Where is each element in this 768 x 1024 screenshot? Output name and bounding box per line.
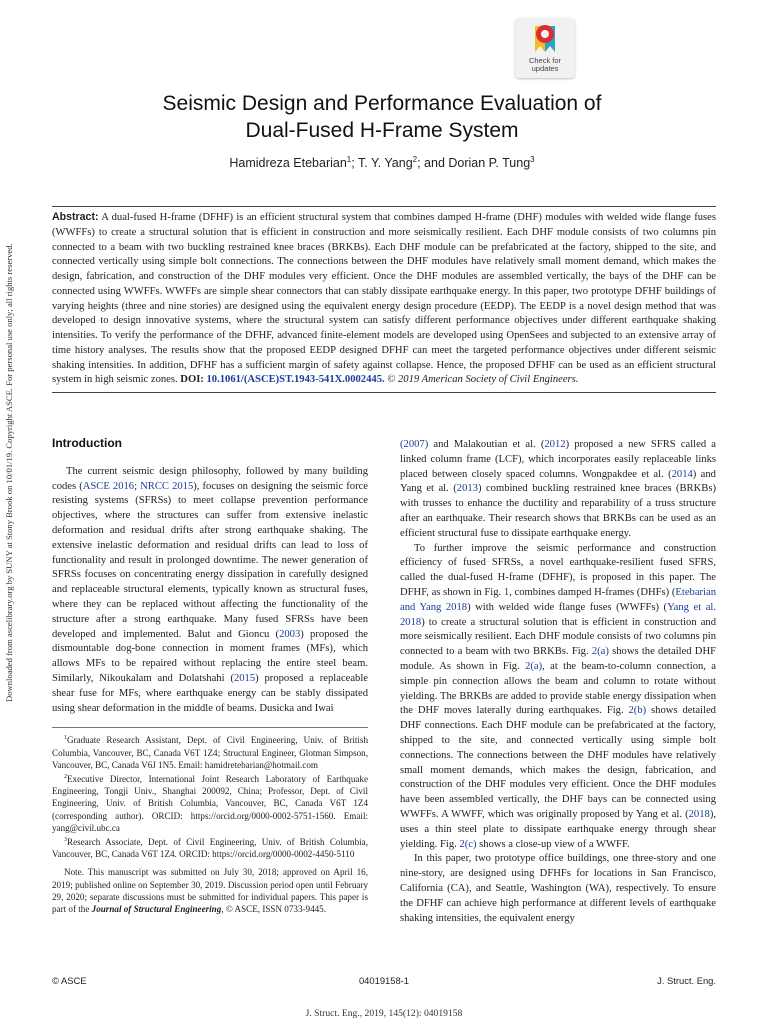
citation-link[interactable]: 2014 xyxy=(671,468,693,480)
download-notice: Downloaded from ascelibrary.org by SUNY at Stony Brook on 10/01/19. Copyright ASCE. For personal use only; all rights reserved. xyxy=(4,243,14,702)
author-1: Hamidreza Etebarian xyxy=(229,156,347,171)
text: ) and Yang et al. ( xyxy=(400,468,716,495)
section-heading-introduction: Introduction xyxy=(52,436,122,450)
bottom-citation: J. Struct. Eng., 2019, 145(12): 04019158 xyxy=(305,1008,463,1019)
left-column xyxy=(52,436,368,915)
citation-link[interactable]: 2015 xyxy=(233,672,256,684)
text: ), focuses on designing the seismic force resisting systems (SFRSs) to meet collapse prevention performance objectives, where the structures can suffer from extensive inelastic deformation and residual drifts after strong earthquake shaking. The extensive inelastic deformation and residual drifts can lead to loss of functionality and result in prolonged downtime. The newer generation of SFRSs focuses on concentrating energy dissipation in carefully designed and replaceable structural elements, typically known as structural fuses, where they can be replaced without affecting the functionality of the structure after a strong earthquake. Many fused SFRSs have been developed and implemented. Balut and Gioncu ( xyxy=(52,480,369,640)
intro-paragraph-1 xyxy=(52,465,368,717)
text: shows the detailed DHF module. As shown in Fig. xyxy=(400,646,717,672)
citation-link[interactable]: 2013 xyxy=(456,483,478,495)
intro-paragraph-2 xyxy=(400,542,716,853)
figure-link[interactable]: 2(b) xyxy=(628,705,647,717)
right-column xyxy=(400,438,716,926)
text: The current seismic design philosophy, followed by many building codes ( xyxy=(52,465,368,492)
intro-paragraph-continued xyxy=(400,438,716,542)
footnote-text: Executive Director, International Joint Research Laboratory of Earthquake Engineering, Tongji Univ., Shanghai 200092, China; Professor, Dept. of Civil Engineering, Univ. of British Columbia, Vancouver, BC, Canada V6T 1Z4 (corresponding author). ORCID: https://orcid.org/0000-0002-5751-1560. Email: yang@civil.ubc.ca xyxy=(52,774,368,833)
note-text: Note. This manuscript was submitted on July 30, 2018; approved on April 16, 2019; published online on September 30, 2019. Discussion period open until February 29, 2020; separate discussions must be submitted for individual papers. This paper is part of the xyxy=(52,867,368,915)
page-footer xyxy=(52,975,716,989)
badge-line1: Check for xyxy=(528,56,562,65)
text: ), uses a thin steel plate to dissipate earthquake energy through shear yielding. Fig. xyxy=(400,808,716,850)
citation-link[interactable]: ASCE 2016 xyxy=(82,480,135,492)
footnote-marker: 2 xyxy=(64,773,67,780)
badge-line2: updates xyxy=(531,64,559,73)
figure-link[interactable]: 1 xyxy=(503,586,510,598)
footnote-1 xyxy=(52,732,368,771)
footnote-text: Graduate Research Assistant, Dept. of Civil Engineering, Univ. of British Columbia, Vancouver, BC, Canada V6T 1Z4; Structural Engineer, Glotman Simpson, Vancouver, BC, Canada V6J 1N5. Email: hamidretebarian@hotmail.com xyxy=(52,735,368,770)
author-3: ; and Dorian P. Tung xyxy=(417,156,531,171)
citation-link[interactable]: 2003 xyxy=(279,628,301,640)
abstract-body: A dual-fused H-frame (DFHF) is an efficient structural system that combines damped H-frame (DHF) modules with welded wide flange fuses (WWFFs) to create a structural solution that is efficient in construction and more seismically resilient. Each DHF module consists of two columns pin connected to a beam with two buckling restrained knee braces (BRKBs). Each DHF module can be prefabricated at the factory, shipped to the site, and connected vertically using simple bolt connections. The connections between the DHF modules have relatively small moment demand, which makes the design, fabrication, and construction of the DHF modules very efficient. Once the DHF modules are assembled vertically, the bays of the DHF can be connected using WWFFs. WWFFs are simple shear connectors that can stably dissipate earthquake energy. In this paper, two prototype DFHF buildings of varying heights (three and nine stories) are designed using the equivalent energy design procedure (EEDP). The EEDP is a novel design method that was developed to design innovative systems, where the structural system can satisfy different performance objectives under different earthquake shaking intensities. To verify the performance of the DFHF, advanced finite-element models are developed using OpenSees and subjected to an extensive array of time history analyses. The results show that the proposed EEDP designed DFHF can meet the targeted performance objectives under different seismic shaking intensities. In addition, DFHF has a sufficient margin of safety against collapse. Hence, the proposed DFHF can be used as an efficient structural system in high seismic zones. xyxy=(52,212,716,386)
text: ) to create a structural solution that is efficient in construction and more seismically resilient. Each DHF module consists of two columns pin connected to a beam with two BRKBs. Fig. xyxy=(400,616,716,658)
author-2-affil: 2 xyxy=(412,155,418,164)
text: ) with welded wide flange fuses (WWFFs) ( xyxy=(467,601,668,613)
text: shows a close-up view of a WWFF. xyxy=(476,838,630,850)
note-tail: , © ASCE, ISSN 0733-9445. xyxy=(221,904,326,915)
author-3-affil: 3 xyxy=(530,155,535,164)
submission-note xyxy=(52,866,368,915)
footer-publisher: © ASCE xyxy=(52,975,87,986)
author-list xyxy=(60,155,704,170)
footer-journal: J. Struct. Eng. xyxy=(657,975,716,986)
text: , at the beam-to-column connection, a simple pin connection allows the beam and column to rotate without yielding. The BRKBs are added to provide stable energy dissipation when the DHF moves laterally during earthquakes. Fig. xyxy=(400,660,716,717)
footnote-marker: 3 xyxy=(64,837,67,844)
copyright-notice: © 2019 American Society of Civil Engineers. xyxy=(387,374,579,386)
citation-link[interactable]: 2018 xyxy=(688,808,710,820)
intro-paragraph-3: In this paper, two prototype office buildings, one three-story and one nine-story, are designed using DFHFs for locations in San Francisco, California (CA), and Seattle, Washington (WA), respectively. To ensure the DFHF can achieve high performance at different levels of earthquake shaking intensities, the equivalent energy xyxy=(400,853,716,924)
footnote-2 xyxy=(52,771,368,834)
text: ) proposed the dismountable dog-bone connection in moment frames (MFs), which allows MFs to be repaired without replacing the entire steel beam. Similarly, Nikoukalam and Dolatshahi ( xyxy=(52,628,368,684)
abstract-label: Abstract: xyxy=(52,211,99,223)
figure-link[interactable]: 2(a) xyxy=(591,646,609,658)
author-2: ; T. Y. Yang xyxy=(351,156,413,171)
text: shows detailed DHF connections. Each DHF module can be prefabricated at the factory, shipped to the site, and connected vertically using simple bolt connections. The connections between the DHF modules have relatively small moment demands, which makes the design, fabrication, and construction of the DHF modules very efficient. Once the DHF modules have been assembled vertically, the DHF bays can be connected using WWFFs. A WWFF, which was originally proposed by Yang et al. ( xyxy=(400,705,716,820)
citation-link[interactable]: Yang et al. 2018 xyxy=(400,601,716,628)
citation-link[interactable]: (2007) xyxy=(400,439,429,450)
citation-link[interactable]: NRCC 2015 xyxy=(140,480,194,492)
bookmark-ribbon-icon xyxy=(532,22,558,56)
footnote-marker: 1 xyxy=(64,735,67,742)
doi-link[interactable]: 10.1061/(ASCE)ST.1943-541X.0002445. xyxy=(206,374,385,386)
paper-title xyxy=(60,90,704,144)
journal-name: Journal of Structural Engineering xyxy=(91,904,222,915)
footnote-divider xyxy=(52,727,368,728)
text: ; xyxy=(134,480,141,492)
text: To further improve the seismic performance and construction efficiency of fused SFRSs, a novel earthquake-resilient fused SFRS, called the dual-fused H-frame (DFHF), is proposed in this paper. The DFHF, as shown in Fig. xyxy=(400,542,716,598)
title-line1: Seismic Design and Performance Evaluation of xyxy=(162,92,602,115)
text: and Malakoutian et al. ( xyxy=(428,439,545,450)
citation-link[interactable]: 2012 xyxy=(544,439,566,450)
author-1-affil: 1 xyxy=(346,155,352,164)
check-for-updates-badge[interactable] xyxy=(515,18,575,78)
footnote-text: Research Associate, Dept. of Civil Engineering, Univ. of British Columbia, Vancouver, BC, Canada V6T 1Z4. ORCID: https://orcid.org/0000-0002-4450-5110 xyxy=(52,837,368,860)
text: ) proposed a replaceable shear fuse for MFs, where earthquake energy can be stably dissipated using shear deformation in the middle of beams. Dusicka and Iwai xyxy=(52,672,369,714)
footnote-3 xyxy=(52,834,368,860)
doi-label: DOI: xyxy=(180,374,204,386)
text: , combines damped H-frames (DHFs) ( xyxy=(509,586,676,598)
citation-link[interactable]: Etebarian and Yang 2018 xyxy=(400,586,716,613)
abstract xyxy=(52,206,716,393)
footer-article-number: 04019158-1 xyxy=(358,975,410,986)
figure-link[interactable]: 2(a) xyxy=(525,660,543,672)
text: ) proposed a new SFRS called a linked column frame (LCF), which incorporates easily replaceable links placed between closely spaced columns. Wongpakdee et al. ( xyxy=(400,439,716,480)
figure-link[interactable]: 2(c) xyxy=(459,838,477,850)
title-line2: Dual-Fused H-Frame System xyxy=(245,119,519,142)
text: ) combined buckling restrained knee braces (BRKBs) with trusses to enhance the ductility and reparability of a truss structure after an earthquake. Their research shows that BRKBs can be used as an efficient structural fuse to dissipate earthquake energy. xyxy=(400,483,716,539)
